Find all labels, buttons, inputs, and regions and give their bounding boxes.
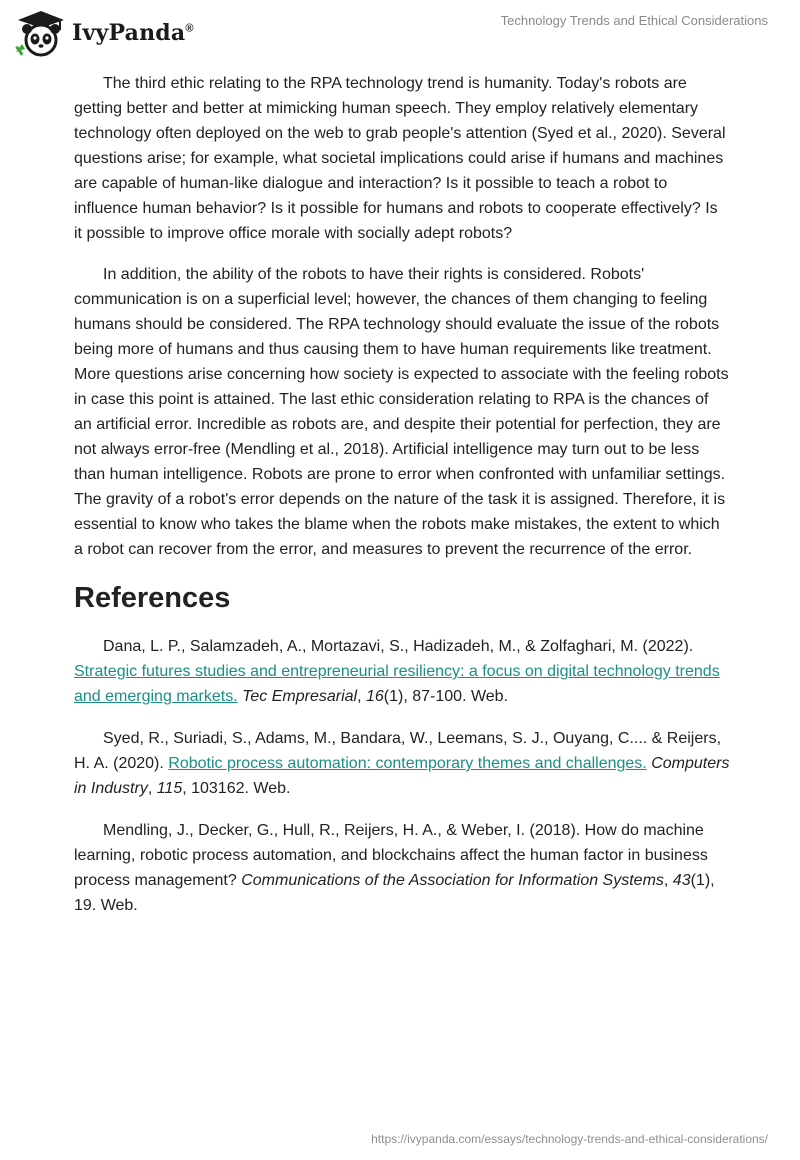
reference-link[interactable]: Robotic process automation: contemporary themes and challenges. bbox=[168, 755, 647, 772]
reference-volume: 43 bbox=[672, 872, 691, 889]
body-paragraph: In addition, the ability of the robots to have their rights is considered. Robots' communication is on a superficial level; however, the chances of them changing to feeling humans should be considered. The RPA technology should evaluate the issue of the robots being more of humans and thus causing them to have human requirements like treatment. More questions arise concerning how society is expected to associate with the feeling robots in case this point is attained. The last ethic consideration relating to RPA is the chances of an artificial error. Incredible as robots are, and despite their potential for perfection, they are not always error-free (Mendling et al., 2018). Artificial intelligence may turn out to be less than human intelligence. Robots are prone to error when confronted with unfamiliar settings. The gravity of a robot's error depends on the nature of the task it is assigned. Therefore, it is essential to know who takes the blame when the robots make mistakes, the extent to which a robot can recover from the error, and measures to prevent the recurrence of the error. bbox=[74, 266, 729, 558]
reference-separator: , bbox=[357, 688, 366, 705]
logo-wordmark: IvyPanda® bbox=[72, 20, 194, 46]
reference-entry bbox=[74, 818, 730, 918]
reference-authors: Dana, L. P., Salamzadeh, A., Mortazavi, S., Hadizadeh, M., & Zolfaghari, M. (2022). bbox=[103, 638, 694, 655]
reference-volume: 115 bbox=[156, 780, 183, 797]
footer-url[interactable]: https://ivypanda.com/essays/technology-trends-and-ethical-considerations/ bbox=[371, 1132, 768, 1146]
document-body bbox=[74, 71, 730, 935]
document-title: Technology Trends and Ethical Considerations bbox=[500, 13, 768, 28]
reference-authors: Mendling, J., Decker, G., Hull, R., Reijers, H. A., & Weber, I. (2018). How do machine learning, robotic process automation, and blockchains affect the human factor in business process management? bbox=[74, 822, 708, 889]
page-header bbox=[0, 0, 800, 64]
reference-tail: , 103162. Web. bbox=[182, 780, 291, 797]
references-heading: References bbox=[74, 582, 231, 614]
reference-entry bbox=[74, 634, 730, 709]
panda-graduate-icon bbox=[14, 8, 68, 58]
body-paragraph: The third ethic relating to the RPA technology trend is humanity. Today's robots are getting better and better at mimicking human speech. They employ relatively elementary technology often deployed on the web to grab people's attention (Syed et al., 2020). Several questions arise; for example, what societal implications could arise if humans and machines are capable of human-like dialogue and interaction? Is it possible to teach a robot to influence human behavior? Is it possible for humans and robots to cooperate effectively? Is it possible to improve office morale with socially adept robots? bbox=[74, 75, 726, 242]
reference-volume: 16 bbox=[366, 688, 384, 705]
reference-journal: Tec Empresarial bbox=[242, 688, 358, 705]
ivypanda-logo[interactable] bbox=[14, 8, 194, 58]
reference-authors: Syed, R., Suriadi, S., Adams, M., Bandara, W., Leemans, S. J., Ouyang, C.... & Reijers, H. A. (2020). bbox=[74, 730, 722, 772]
reference-separator: , bbox=[663, 872, 673, 889]
reference-tail: (1), 87-100. Web. bbox=[383, 688, 509, 705]
reference-journal: Computers in Industry bbox=[74, 755, 730, 797]
reference-journal: Communications of the Association for Information Systems bbox=[241, 872, 664, 889]
reference-entry bbox=[74, 726, 730, 801]
reference-tail: (1), 19. Web. bbox=[74, 872, 715, 914]
reference-link[interactable]: Strategic futures studies and entrepreneurial resiliency: a focus on digital technology trends and emerging markets. bbox=[74, 663, 720, 705]
reference-separator: , bbox=[147, 780, 157, 797]
